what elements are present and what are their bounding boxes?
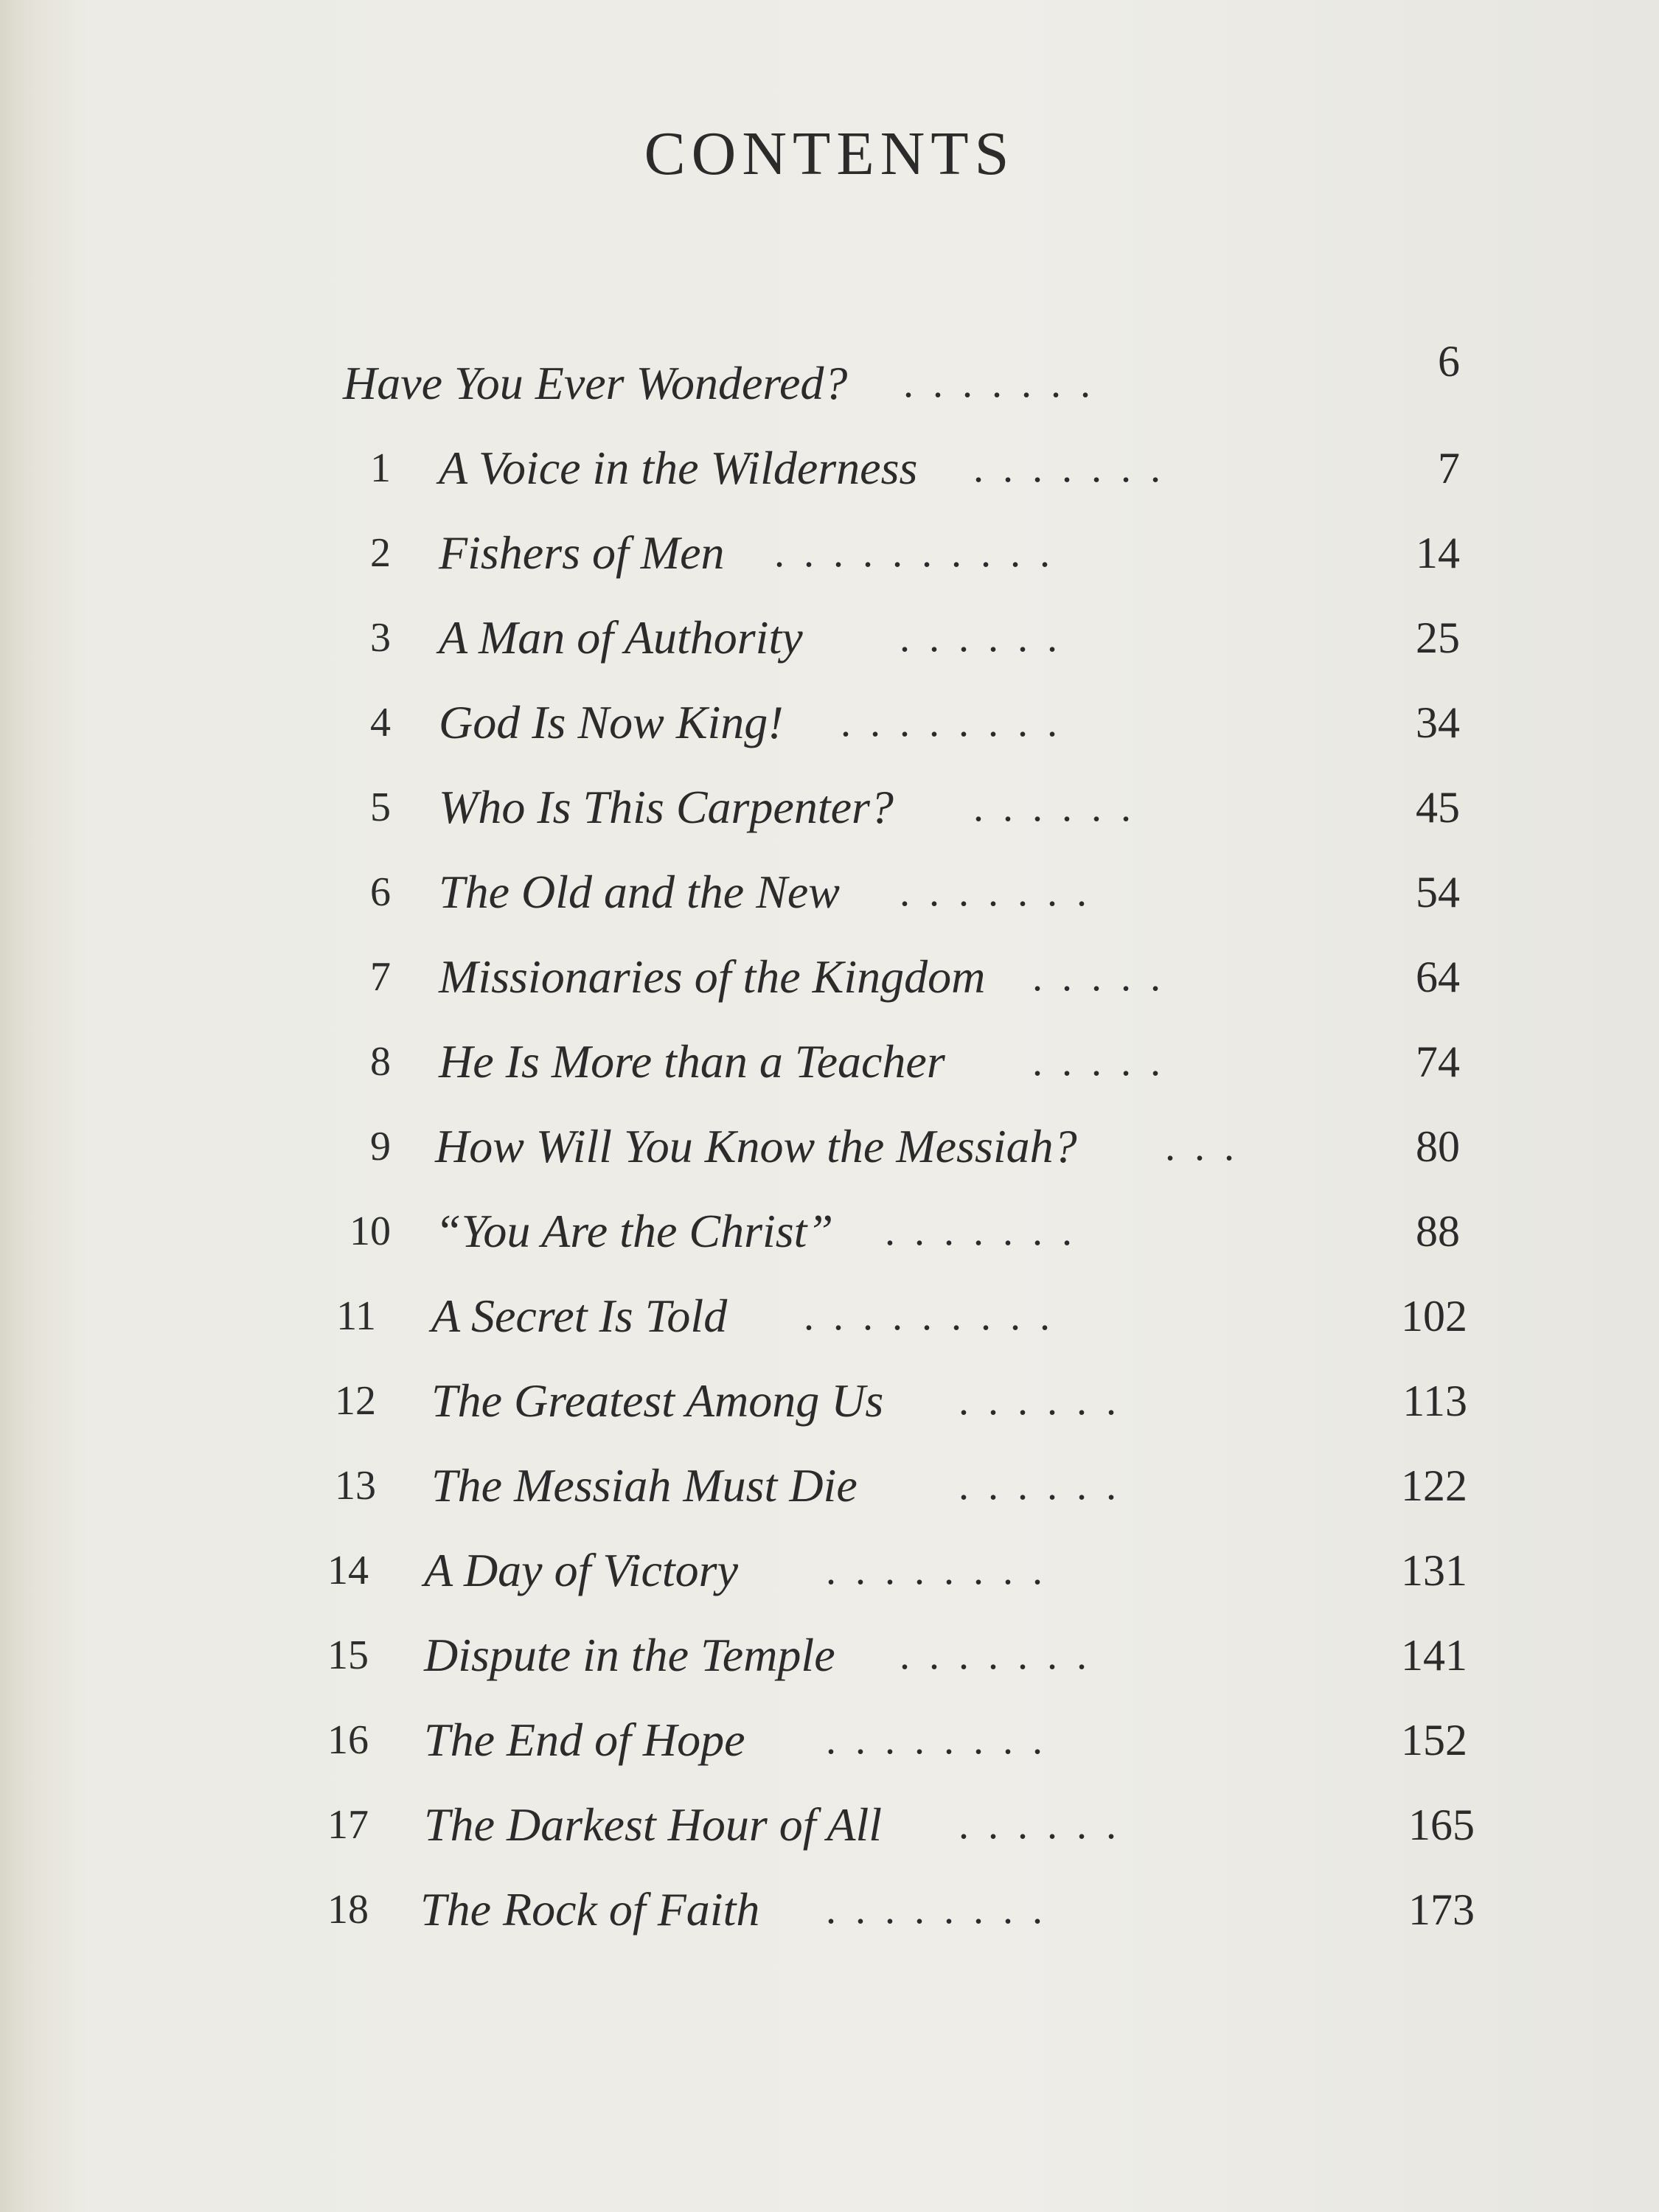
toc-entry [0,1534,1659,1607]
dot-leader: ....... [900,1632,1106,1678]
chapter-title: He Is More than a Teacher [439,1035,945,1088]
chapter-number: 6 [370,869,391,915]
page-number: 54 [1416,868,1460,917]
dot-leader: ...... [959,1378,1135,1424]
dot-leader: ........ [826,1887,1062,1933]
page-number: 6 [1438,337,1460,386]
dot-leader: ....... [885,1208,1091,1254]
toc-entry [0,431,1659,505]
chapter-number: 13 [335,1463,376,1509]
toc-entry [0,1788,1659,1862]
table-of-contents [0,337,1659,2042]
toc-entry [0,601,1659,675]
toc-entry [0,1703,1659,1777]
chapter-number: 18 [327,1887,369,1933]
toc-entry [0,1279,1659,1353]
page-title: CONTENTS [644,119,1015,188]
page-number: 80 [1416,1122,1460,1171]
chapter-number: 15 [327,1632,369,1678]
toc-entry [0,1364,1659,1438]
dot-leader: ..... [1032,954,1180,1000]
dot-leader: ...... [959,1802,1135,1848]
page-number: 141 [1401,1631,1467,1680]
chapter-number: 2 [370,530,391,576]
dot-leader: ....... [903,361,1110,406]
page-number: 45 [1416,783,1460,832]
chapter-title: God Is Now King! [439,696,784,748]
chapter-title: The Darkest Hour of All [424,1798,883,1851]
toc-entry [0,1449,1659,1523]
chapter-title: How Will You Know the Messiah? [435,1120,1077,1172]
chapter-title: A Man of Authority [439,611,803,664]
toc-entry [0,686,1659,759]
chapter-number: 17 [327,1802,369,1848]
dot-leader: .......... [774,530,1069,576]
chapter-number: 12 [335,1378,376,1424]
page-number: 14 [1416,529,1460,577]
chapter-title: A Day of Victory [424,1544,738,1596]
chapter-title: The Greatest Among Us [431,1374,884,1427]
page-number: 122 [1401,1461,1467,1510]
chapter-number: 8 [370,1039,391,1085]
chapter-number: 11 [336,1293,376,1339]
page-number: 7 [1438,444,1460,493]
chapter-number: 3 [370,615,391,661]
page-number: 64 [1416,953,1460,1001]
toc-entry [0,1618,1659,1692]
chapter-title: Who Is This Carpenter? [439,781,894,833]
dot-leader: ...... [900,615,1077,661]
toc-entry [0,771,1659,844]
chapter-title: Dispute in the Temple [424,1629,835,1681]
dot-leader: ... [1165,1124,1253,1169]
page-number: 88 [1416,1207,1460,1256]
chapter-number: 9 [370,1124,391,1169]
chapter-title: The End of Hope [424,1714,745,1766]
toc-entry [0,940,1659,1014]
chapter-number: 10 [349,1208,391,1254]
dot-leader: ....... [900,869,1106,915]
dot-leader: ........ [826,1548,1062,1593]
chapter-title: Fishers of Men [439,526,725,579]
toc-entry [0,1873,1659,1947]
dot-leader: ..... [1032,1039,1180,1085]
toc-entry [0,337,1659,420]
chapter-number: 14 [327,1548,369,1593]
dot-leader: ......... [804,1293,1069,1339]
chapter-number: 4 [370,700,391,745]
page-number: 152 [1401,1716,1467,1764]
chapter-number: 5 [370,785,391,830]
chapter-title: “You Are the Christ” [435,1205,834,1257]
page-number: 165 [1408,1801,1475,1849]
toc-entry [0,1194,1659,1268]
page-number: 74 [1416,1037,1460,1086]
toc-entry [0,1025,1659,1099]
chapter-title: A Secret Is Told [431,1290,728,1342]
chapter-title: Missionaries of the Kingdom [439,950,986,1003]
page-number: 173 [1408,1885,1475,1934]
dot-leader: ...... [959,1463,1135,1509]
chapter-number: 16 [327,1717,369,1763]
toc-entry [0,516,1659,590]
dot-leader: ........ [826,1717,1062,1763]
chapter-number: 7 [370,954,391,1000]
toc-entry [0,1110,1659,1183]
chapter-title: The Old and the New [439,866,840,918]
chapter-title: The Messiah Must Die [431,1459,858,1512]
page-number: 131 [1401,1546,1467,1595]
chapter-title: A Voice in the Wilderness [439,442,918,494]
dot-leader: ....... [973,445,1180,491]
page-number: 102 [1401,1292,1467,1340]
chapter-number: 1 [370,445,391,491]
chapter-title: The Rock of Faith [420,1883,760,1935]
chapter-title: Have You Ever Wondered? [343,357,848,409]
page-number: 34 [1416,698,1460,747]
page-number: 25 [1416,613,1460,662]
dot-leader: ........ [841,700,1077,745]
toc-entry [0,855,1659,929]
page-number: 113 [1402,1377,1467,1425]
dot-leader: ...... [973,785,1150,830]
